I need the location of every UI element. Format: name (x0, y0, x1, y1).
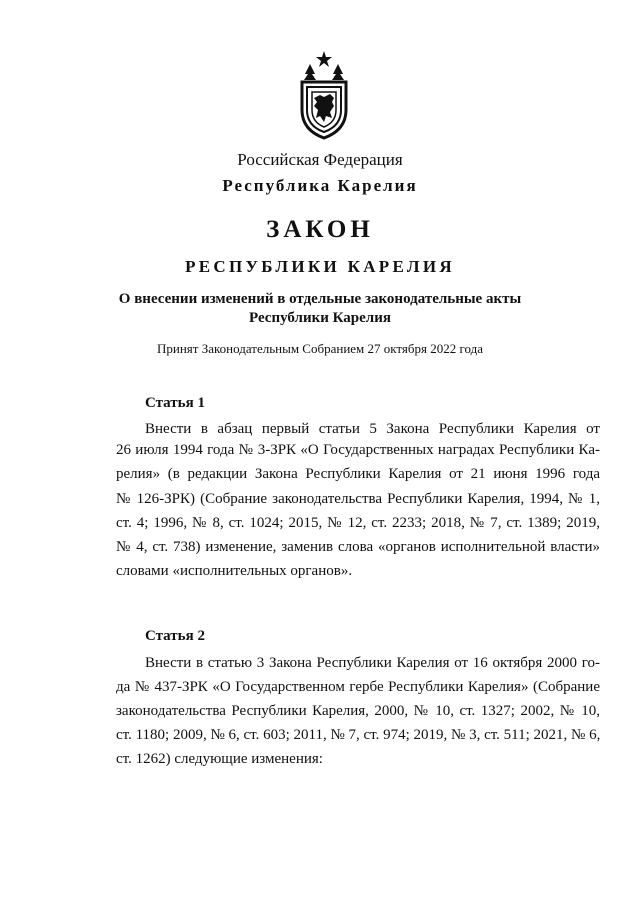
article-1-line: ст. 4; 1996, № 8, ст. 1024; 2015, № 12, ст. 2233; 2018, № 7, ст. 1389; 2019, (116, 515, 600, 531)
karelia-coat-of-arms-icon (298, 50, 350, 140)
subject-line: Республики Карелия (249, 310, 391, 326)
article-1-line: Внести в абзац первый статьи 5 Закона Республики Карелия от (145, 421, 600, 437)
article-2-line: ст. 1180; 2009, № 6, ст. 603; 2011, № 7, ст. 974; 2019, № 3, ст. 511; 2021, № 6, (116, 727, 601, 743)
article-2-line: да № 437-ЗРК «О Государственном гербе Республики Карелия» (Собрание (116, 679, 600, 695)
article-2-title: Статья 2 (145, 628, 205, 644)
adoption-note: Принят Законодательным Собранием 27 октября 2022 года (156, 341, 484, 356)
law-heading: ЗАКОН (266, 216, 374, 243)
republic-name: Республика Карелия (222, 176, 418, 195)
article-1-line: релия» (в редакции Закона Республики Карелия от 21 июня 1996 года (116, 466, 600, 482)
article-1-title: Статья 1 (145, 395, 205, 411)
article-2-line: ст. 1262) следующие изменения: (116, 751, 323, 767)
law-subheading: РЕСПУБЛИКИ КАРЕЛИЯ (185, 257, 455, 276)
article-2-line: Внести в статью 3 Закона Республики Карелия от 16 октября 2000 го- (145, 655, 600, 671)
article-1-line: 26 июля 1994 года № 3-ЗРК «О Государственных наградах Республики Ка- (116, 442, 600, 458)
country-name: Российская Федерация (237, 150, 403, 169)
article-2-line: законодательства Республики Карелия, 2000, № 10, ст. 1327; 2002, № 10, (116, 703, 600, 719)
law-subject (0, 290, 640, 328)
subject-line: О внесении изменений в отдельные законодательные акты (118, 291, 522, 307)
article-1-line: № 4, ст. 738) изменение, заменив слова «органов исполнительной власти» (116, 539, 600, 555)
article-1-line: словами «исполнительных органов». (116, 563, 353, 579)
article-1-line: № 126-ЗРК) (Собрание законодательства Республики Карелия, 1994, № 1, (116, 491, 600, 507)
